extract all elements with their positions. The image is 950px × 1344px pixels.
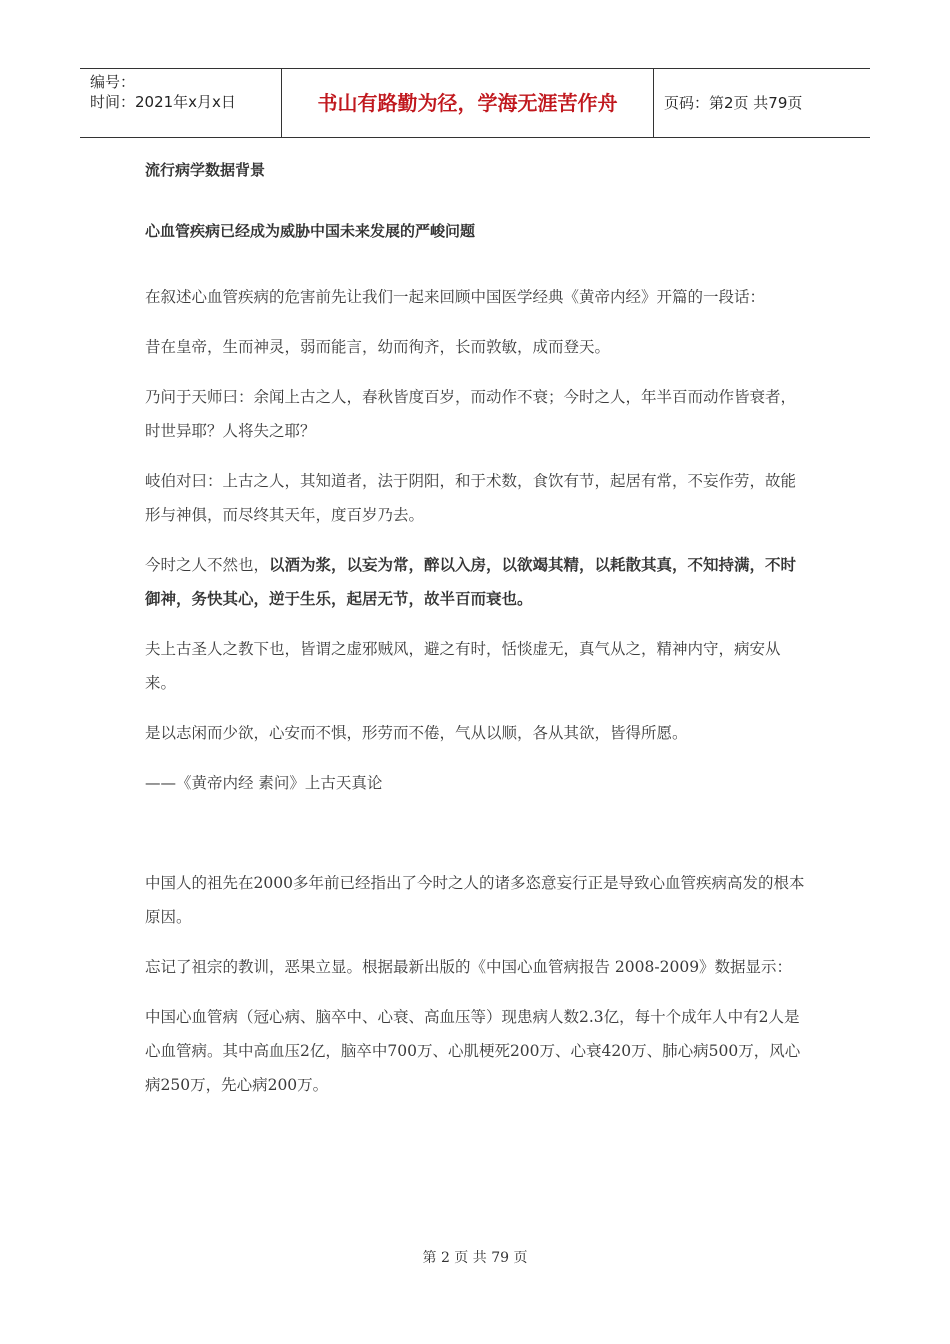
paragraph: 昔在皇帝，生而神灵，弱而能言，幼而徇齐，长而敦敏，成而登天。	[145, 338, 611, 356]
section-heading: 流行病学数据背景	[145, 161, 266, 179]
time-label: 时间：2021年x月x日	[90, 93, 236, 111]
paragraph: 乃问于天师曰：余闻上古之人，春秋皆度百岁，而动作不衰；今时之人，年半百而动作皆衰者，时世异耶？人将失之耶？	[145, 388, 797, 440]
paragraph-plain-text: 今时之人不然也，	[145, 556, 270, 574]
paragraph: 中国人的祖先在2000多年前已经指出了今时之人的诸多恣意妄行正是导致心血管疾病高发的根本原因。	[145, 874, 805, 926]
paragraph: 岐伯对曰：上古之人，其知道者，法于阴阳，和于术数，食饮有节，起居有常，不妄作劳，故能形与神俱，而尽终其天年，度百岁乃去。	[145, 472, 797, 524]
paragraph: 在叙述心血管疾病的危害前先让我们一起来回顾中国医学经典《黄帝内经》开篇的一段话：	[145, 288, 766, 306]
page-footer: 第 2 页 共 79 页	[422, 1250, 528, 1266]
paragraph: 是以志闲而少欲，心安而不惧，形劳而不倦，气从以顺，各从其欲，皆得所愿。	[145, 724, 688, 742]
paragraph-mixed	[145, 548, 809, 616]
header-motto: 书山有路勤为径，学海无涯苦作舟	[282, 69, 654, 137]
number-label: 编号：	[90, 73, 136, 91]
subsection-heading: 心血管疾病已经成为威胁中国未来发展的严峻问题	[145, 222, 476, 240]
paragraph: 夫上古圣人之教下也，皆谓之虚邪贼风，避之有时，恬惔虚无，真气从之，精神内守，病安从来。	[145, 640, 781, 692]
paragraph: 忘记了祖宗的教训，恶果立显。根据最新出版的《中国心血管病报告 2008-2009》数据显示：	[145, 958, 793, 976]
page-header	[80, 68, 870, 138]
document-body	[145, 158, 809, 1118]
spacer	[145, 816, 809, 866]
paragraph: 中国心血管病（冠心病、脑卒中、心衰、高血压等）现患病人数2.3亿，每十个成年人中有2人是心血管病。其中高血压2亿，脑卒中700万、心肌梗死200万、心衰420万、肺心病500万，风心病250万，先心病200万。	[145, 1008, 801, 1094]
citation: ——《黄帝内经 素问》上古天真论	[145, 774, 383, 792]
header-meta	[80, 69, 282, 137]
paragraph-bold-text: 以酒为浆，以妄为常，醉以入房，以欲竭其精，以耗散其真，不知持满，不时御神，务快其心，逆于生乐，起居无节，故半百而衰也。	[145, 556, 797, 608]
header-page-info: 页码：第2页 共79页	[664, 94, 803, 112]
